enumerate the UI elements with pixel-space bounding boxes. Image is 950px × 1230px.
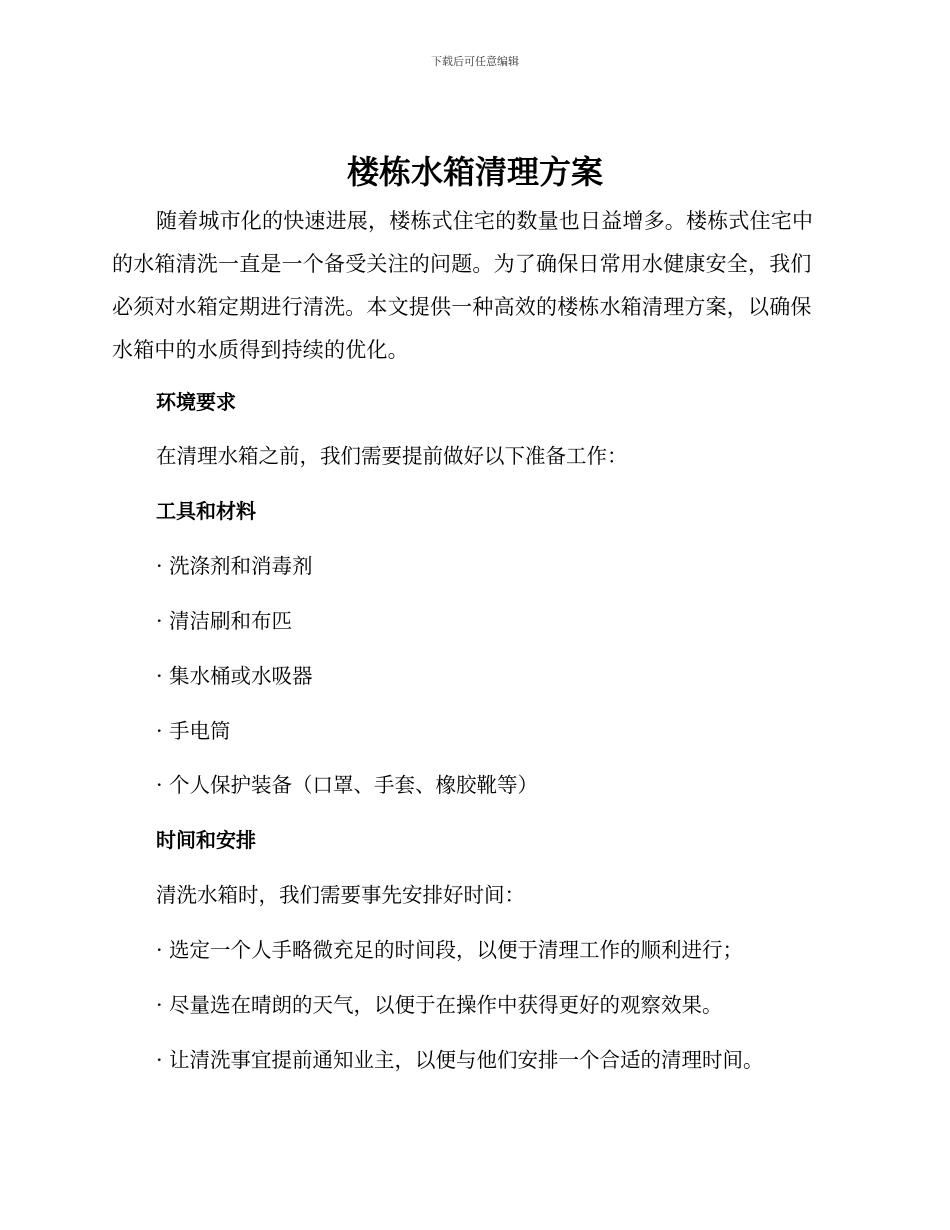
heading-schedule: 时间和安排	[156, 828, 256, 852]
schedule-item: · 选定一个人手略微充足的时间段，以便于清理工作的顺利进行；	[156, 938, 744, 962]
document-title: 楼栋水箱清理方案	[346, 153, 603, 191]
tool-item: · 个人保护装备（口罩、手套、橡胶靴等）	[156, 773, 539, 797]
header-note: 下载后可任意编辑	[431, 55, 519, 68]
tool-item: · 手电筒	[156, 719, 231, 743]
intro-paragraph: 随着城市化的快速进展，楼栋式住宅的数量也日益增多。楼栋式住宅中的水箱清洗一直是一个备受关注的问题。为了确保日常用水健康安全，我们必须对水箱定期进行清洗。本文提供一种高效的楼栋水箱清理方案，以确保水箱中的水质得到持续的优化。	[112, 209, 814, 362]
heading-environment: 环境要求	[156, 390, 236, 414]
tool-item: · 集水桶或水吸器	[156, 664, 313, 688]
tool-item: · 清洁刷和布匹	[156, 609, 293, 633]
schedule-text: 清洗水箱时，我们需要事先安排好时间：	[156, 883, 525, 907]
tool-item: · 洗涤剂和消毒剂	[156, 554, 313, 578]
schedule-item: · 尽量选在晴朗的天气，以便于在操作中获得更好的观察效果。	[156, 993, 723, 1017]
schedule-item: · 让清洗事宜提前通知业主，以便与他们安排一个合适的清理时间。	[156, 1048, 764, 1072]
heading-tools: 工具和材料	[156, 499, 256, 523]
environment-text: 在清理水箱之前，我们需要提前做好以下准备工作：	[156, 444, 628, 468]
